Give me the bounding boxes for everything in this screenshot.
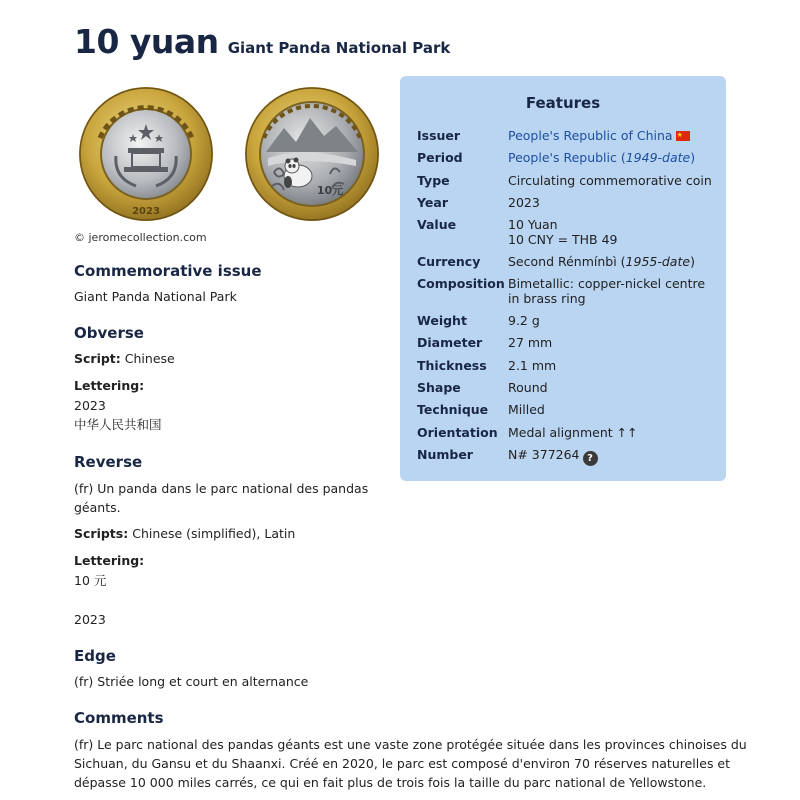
comments-heading: Comments <box>74 709 164 727</box>
period-text: People's Republic ( <box>508 150 626 165</box>
year-label: Year <box>417 195 448 210</box>
reverse-lettering-line2: 2023 <box>74 612 106 627</box>
obverse-script-line <box>74 349 175 368</box>
reverse-lettering-label: Lettering: <box>74 553 145 568</box>
number-label: Number <box>417 447 473 462</box>
issuer-label: Issuer <box>417 128 461 143</box>
page-subtitle: Giant Panda National Park <box>227 39 451 57</box>
obverse-lettering-label: Lettering: <box>74 378 145 393</box>
issuer-value-wrap <box>508 128 720 143</box>
orientation-label: Orientation <box>417 425 498 440</box>
type-label: Type <box>417 173 450 188</box>
image-credit: © jeromecollection.com <box>74 231 207 244</box>
composition-value: Bimetallic: copper-nickel centre in brass ring <box>508 276 706 306</box>
features-panel <box>400 76 726 481</box>
reverse-coin-image[interactable] <box>244 86 380 222</box>
weight-value: 9.2 g <box>508 313 540 328</box>
edge-text: (fr) Striée long et court en alternance <box>74 674 309 689</box>
reverse-lettering-line1: 10 元 <box>74 573 107 588</box>
technique-label: Technique <box>417 402 489 417</box>
value-label: Value <box>417 217 457 232</box>
currency-value <box>508 254 720 269</box>
value-line2: 10 CNY = THB 49 <box>508 232 618 247</box>
page-title: 10 yuan <box>74 22 219 61</box>
thickness-value: 2.1 mm <box>508 358 557 373</box>
china-flag-icon <box>676 131 690 141</box>
period-dates: 1949-date <box>625 150 691 165</box>
features-title: Features <box>525 94 601 112</box>
commemorative-text: Giant Panda National Park <box>74 289 237 304</box>
obverse-heading: Obverse <box>74 324 144 342</box>
commemorative-heading: Commemorative issue <box>74 262 262 280</box>
obverse-lettering-line1: 2023 <box>74 398 106 413</box>
type-value: Circulating commemorative coin <box>508 173 712 188</box>
reverse-heading: Reverse <box>74 453 143 471</box>
comments-text: (fr) Le parc national des pandas géants est une vaste zone protégée située dans les provinces chinoises du Sichuan, du Gansu et du Shaanxi. Créé en 2020, le parc est composé d'environ 70 réserves naturelles et dépasse 10 000 miles carrés, ce qui en fait plus de trois fois la taille du parc national de Yellowstone. <box>74 737 747 790</box>
obverse-coin-image[interactable] <box>78 86 214 222</box>
reverse-scripts-value: Chinese (simplified), Latin <box>132 526 296 541</box>
reverse-scripts-line <box>74 524 295 543</box>
period-close: ) <box>690 150 696 165</box>
currency-close: ) <box>690 254 695 269</box>
period-link[interactable] <box>508 150 720 165</box>
obverse-year-text: 2023 <box>132 206 160 217</box>
period-label: Period <box>417 150 463 165</box>
technique-value: Milled <box>508 402 545 417</box>
coin-images <box>78 86 378 226</box>
edge-heading: Edge <box>74 647 116 665</box>
composition-label: Composition <box>417 276 505 291</box>
number-value: N# 377264 <box>508 447 580 462</box>
thickness-label: Thickness <box>417 358 487 373</box>
shape-value: Round <box>508 380 548 395</box>
year-value: 2023 <box>508 195 540 210</box>
currency-label: Currency <box>417 254 481 269</box>
weight-label: Weight <box>417 313 467 328</box>
number-value-wrap <box>508 447 720 466</box>
reverse-description: (fr) Un panda dans le parc national des pandas géants. <box>74 481 369 515</box>
diameter-label: Diameter <box>417 335 483 350</box>
shape-label: Shape <box>417 380 461 395</box>
currency-dates: 1955-date <box>625 254 691 269</box>
obverse-lettering-line2: 中华人民共和国 <box>74 417 162 432</box>
value-values <box>508 217 720 247</box>
reverse-denomination-text: 10元 <box>316 184 344 197</box>
help-icon[interactable]: ? <box>583 451 598 466</box>
obverse-script-label: Script: <box>74 351 121 366</box>
page-title-row <box>74 22 450 61</box>
orientation-value: Medal alignment ↑↑ <box>508 425 638 440</box>
issuer-link[interactable]: People's Republic of China <box>508 128 673 143</box>
reverse-scripts-label: Scripts: <box>74 526 129 541</box>
currency-text: Second Rénmínbì ( <box>508 254 626 269</box>
obverse-script-value: Chinese <box>124 351 175 366</box>
diameter-value: 27 mm <box>508 335 553 350</box>
value-line1: 10 Yuan <box>508 217 558 232</box>
